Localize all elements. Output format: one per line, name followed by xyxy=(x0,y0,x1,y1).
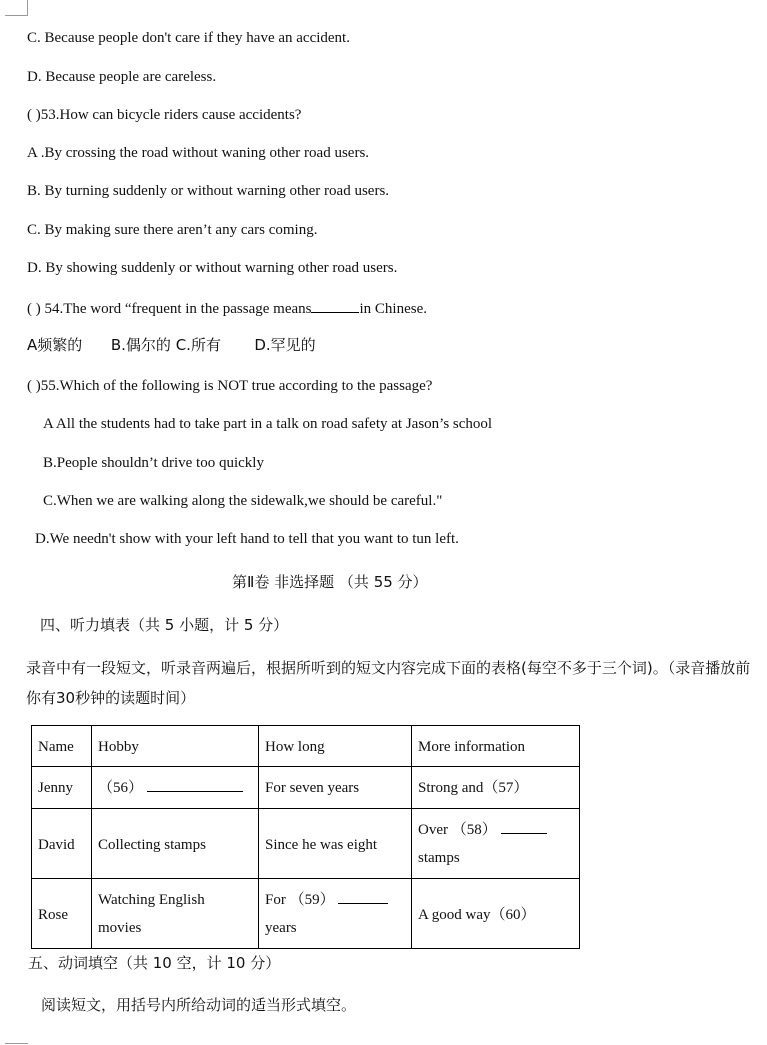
section4-instructions: 录音中有一段短文，听录音两遍后，根据所听到的短文内容完成下面的表格(每空不多于三个词)。（录音播放前你有30秒钟的读题时间） xyxy=(26,659,751,707)
q53-option-b: B. By turning suddenly or without warning other road users. xyxy=(27,183,390,199)
cell-how-long xyxy=(259,879,412,949)
q53-stem: ( )53.How can bicycle riders cause accidents? xyxy=(27,107,302,123)
cell-more-information: A good way（60） xyxy=(412,879,580,949)
table-row-david xyxy=(32,809,580,879)
table-row-jenny xyxy=(32,767,580,809)
blank-59-label: For （59） xyxy=(265,892,335,908)
q53-option-d: D. By showing suddenly or without warning other road users. xyxy=(27,260,398,276)
blank-58-line xyxy=(501,817,547,834)
section4-title: 四、听力填表（共 5 小题，计 5 分） xyxy=(40,616,289,634)
cell-hobby xyxy=(92,879,259,949)
blank-59-line xyxy=(338,887,388,904)
cell-name: Rose xyxy=(32,879,92,949)
crop-mark-bottom-horizontal xyxy=(5,1043,28,1044)
cell-how-long: Since he was eight xyxy=(259,809,412,879)
cell-info-suffix: stamps xyxy=(418,850,460,866)
q52-option-d: D. Because people are careless. xyxy=(27,69,217,85)
q52-option-c: C. Because people don't care if they have an accident. xyxy=(27,30,350,46)
cell-more-information: Strong and（57） xyxy=(412,767,580,809)
header-more-information: More information xyxy=(412,726,580,767)
blank-56-line xyxy=(147,775,243,792)
cell-name: Jenny xyxy=(32,767,92,809)
crop-mark-top-horizontal xyxy=(5,15,28,16)
cell-how-long: For seven years xyxy=(259,767,412,809)
q53-option-c: C. By making sure there aren’t any cars coming. xyxy=(27,222,318,238)
q55-option-d: D.We needn't show with your left hand to tell that you want to tun left. xyxy=(35,531,459,547)
cell-more-information xyxy=(412,809,580,879)
blank-56-label: （56） xyxy=(98,780,144,796)
cell-hobby-line1: Watching English xyxy=(98,892,205,908)
q53-option-a: A .By crossing the road without waning other road users. xyxy=(27,145,370,161)
table-header-row xyxy=(32,726,580,767)
listening-table xyxy=(31,725,580,949)
q55-option-c: C.When we are walking along the sidewalk,we should be careful." xyxy=(43,493,443,509)
part2-title: 第Ⅱ卷 非选择题 （共 55 分） xyxy=(232,573,428,591)
q54-answer-blank xyxy=(311,296,359,313)
q55-stem: ( )55.Which of the following is NOT true according to the passage? xyxy=(27,378,433,394)
q55-option-b: B.People shouldn’t drive too quickly xyxy=(43,455,264,471)
cell-how-long-suffix: years xyxy=(265,920,297,936)
section5-title: 五、动词填空（共 10 空，计 10 分） xyxy=(28,954,281,972)
blank-58-label: Over （58） xyxy=(418,822,497,838)
cell-hobby: Collecting stamps xyxy=(92,809,259,879)
crop-mark-top-vertical xyxy=(27,0,28,15)
q54-stem-after: in Chinese. xyxy=(359,301,427,317)
cell-hobby xyxy=(92,767,259,809)
cell-name: David xyxy=(32,809,92,879)
table-row-rose xyxy=(32,879,580,949)
q54-options: A频繁的 B.偶尔的 C.所有 D.罕见的 xyxy=(27,336,316,354)
q55-option-a: A All the students had to take part in a talk on road safety at Jason’s school xyxy=(43,416,493,432)
cell-hobby-line2: movies xyxy=(98,920,142,936)
header-name: Name xyxy=(32,726,92,767)
q54-stem xyxy=(27,296,427,319)
header-how-long: How long xyxy=(259,726,412,767)
q54-stem-before: ( ) 54.The word “frequent in the passage means xyxy=(27,301,312,317)
header-hobby: Hobby xyxy=(92,726,259,767)
section5-instructions: 阅读短文，用括号内所给动词的适当形式填空。 xyxy=(41,996,357,1014)
